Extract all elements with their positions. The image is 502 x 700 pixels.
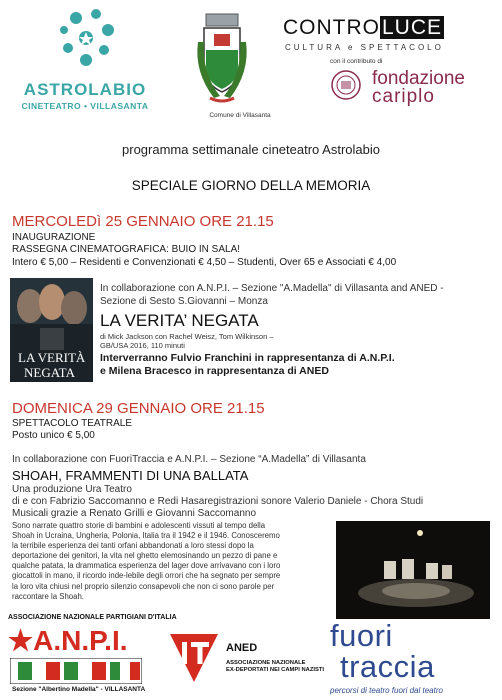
event1-line2: RASSEGNA CINEMATOGRAFICA: BUIO IN SALA! — [12, 244, 241, 255]
aned-subtitle-2: EX-DEPORTATI NEI CAMPI NAZISTI — [226, 667, 325, 673]
aned-title: ANED — [226, 642, 258, 654]
anpi-section-label: Sezione "Albertino Madella" - VILLASANTA — [12, 686, 146, 693]
event1-film-title: LA VERITA’ NEGATA — [100, 311, 259, 330]
event2-collab: In collaborazione con FuoriTraccia e A.N.P.I. – Sezione “A.Madella” di Villasanta — [12, 454, 366, 465]
fondazione-seal-icon — [330, 69, 362, 101]
film-poster — [10, 278, 93, 382]
stage-photo-image-icon — [336, 521, 490, 619]
event1-guest-1: Interverranno Fulvio Franchini in rappresentanza di A.N.P.I. — [100, 352, 395, 364]
event2-production-1: Una produzione Ura Teatro — [12, 484, 132, 495]
event2-production-3: Musicali grazie a Renato Grilli e Giovanni Saccomanno — [12, 508, 257, 519]
controluce-subtitle: CULTURA e SPETTACOLO — [285, 43, 444, 52]
stage-photo — [336, 521, 490, 619]
event2-production-2: di e con Fabrizio Saccomanno e Redi Hasaregistrazioni sonore Valerio Daniele - Chora Studi — [12, 496, 424, 507]
astrolabio-name: ASTROLABIO — [23, 80, 147, 99]
anpi-association-label: ASSOCIAZIONE NAZIONALE PARTIGIANI D'ITALIA — [8, 614, 177, 621]
speciale-heading: SPECIALE GIORNO DELLA MEMORIA — [131, 178, 371, 193]
event2-line1: SPETTACOLO TEATRALE — [12, 418, 133, 429]
contributo-label: con il contributo di — [330, 58, 383, 65]
event1-cast-1: di Mick Jackson con Rachel Weisz, Tom Wilkinson – — [100, 332, 274, 341]
controluce-part1: CONTRO — [283, 16, 380, 39]
controluce-logo — [283, 16, 488, 40]
poster-title-2: NEGATA — [24, 365, 75, 380]
comune-label: Comune di Villasanta — [209, 112, 271, 119]
aned-subtitle-1: ASSOCIAZIONE NAZIONALE — [226, 660, 306, 666]
astrolabio-subtitle: CINETEATRO • VILLASANTA — [21, 101, 149, 111]
fuoritraccia-tagline: percorsi di teatro fuori dal teatro — [330, 686, 443, 695]
programma-heading: programma settimanale cineteatro Astrolabio — [122, 142, 380, 157]
event1-prices: Intero € 5,00 – Residenti e Convenzionati € 4,50 – Studenti, Over 65 e Associati € 4,00 — [12, 257, 397, 268]
fondazione-line1: fondazione — [372, 68, 465, 89]
event1-collab-2: Sezione di Sesto S.Giovanni – Monza — [100, 296, 268, 307]
poster-title-1: LA VERITÀ — [18, 350, 86, 365]
fuoritraccia-line2: traccia — [340, 649, 435, 684]
anpi-logo-text: ★A.N.P.I. — [8, 625, 128, 656]
event1-line1: INAUGURAZIONE — [12, 232, 96, 243]
event2-title: SHOAH, FRAMMENTI DI UNA BALLATA — [12, 468, 249, 483]
astrolabio-logo-icon — [58, 8, 116, 68]
anpi-flag-icon — [10, 658, 142, 684]
event2-date: DOMENICA 29 GENNAIO ORE 21.15 — [12, 400, 265, 417]
event2-description: Sono narrate quattro storie di bambini e adolescenti vissuti al tempo della Shoah in Ucraina, Ungheria, Polonia, Italia tra il 1942 e il 1946. Conosceremo la terribile esperienza dei tanti orfani abbandonati a loro stessi dopo la deportazione dei genitori, la vita nel ghetto elemosinando un pezzo di pane e qualche patata, la drammatica esperienza del lager dove arrivavano con i loro giocattoli in mano, il ricordo inde-lebile degli orrori che ha segnato per sempre la loro vita chiusi nel proprio silenzio consapevoli che non ci sono parole per raccontare la Shoah. — [12, 521, 281, 601]
event2-line2: Posto unico € 5,00 — [12, 430, 95, 441]
event1-cast-2: GB/USA 2016, 110 minuti — [100, 341, 185, 350]
aned-triangle-icon — [168, 632, 220, 684]
event1-date: MERCOLEDì 25 GENNAIO ORE 21.15 — [12, 213, 274, 230]
controluce-part2: LUCE — [382, 16, 443, 39]
event1-guest-2: e Milena Bracesco in rappresentanza di ANED — [100, 365, 329, 377]
event1-collab-1: In collaborazione con A.N.P.I. – Sezione "A.Madella" di Villasanta and ANED - — [100, 283, 444, 294]
fondazione-line2: cariplo — [372, 86, 435, 107]
fuoritraccia-line1: fuori — [330, 618, 393, 653]
comune-crest-icon — [192, 12, 252, 108]
